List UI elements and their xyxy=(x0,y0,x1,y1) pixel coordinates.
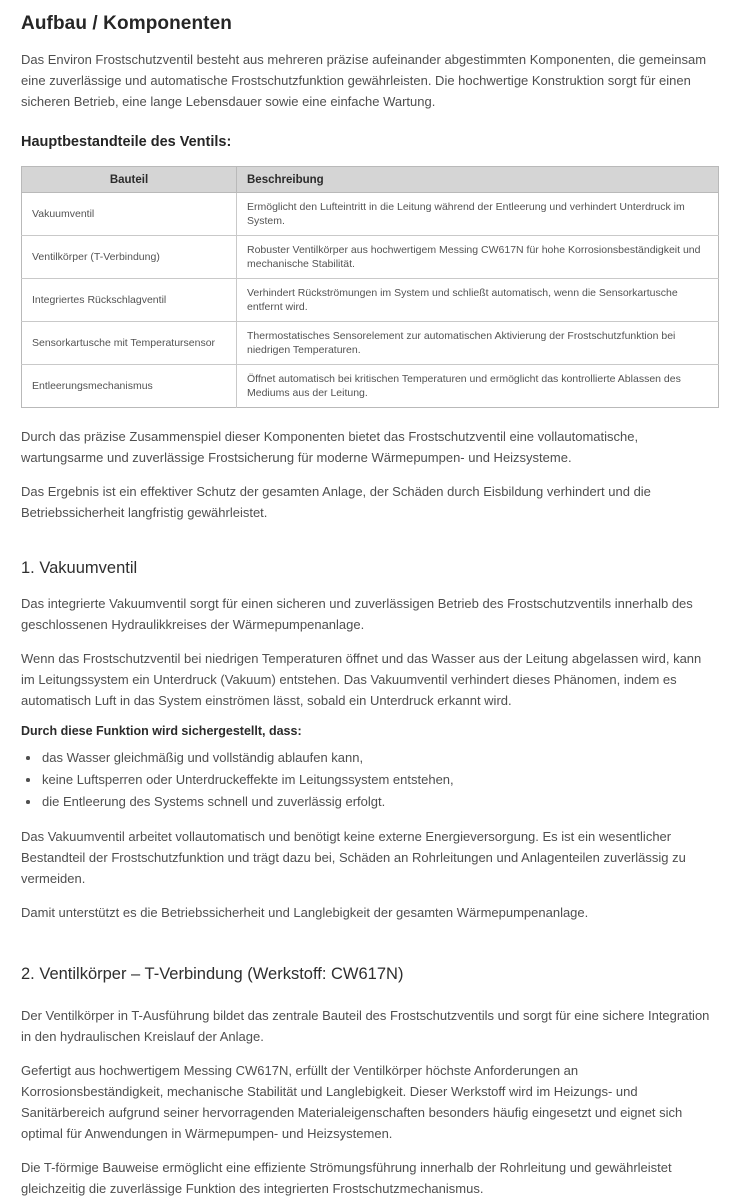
table-row xyxy=(22,322,719,365)
section1-paragraph-4: Damit unterstützt es die Betriebssicherheit und Langlebigkeit der gesamten Wärmepumpenanlage. xyxy=(21,905,589,920)
section-title-2: 2. Ventilkörper – T-Verbindung (Werkstoff: CW617N) xyxy=(21,965,404,983)
table-heading: Hauptbestandteile des Ventils: xyxy=(21,134,232,150)
feature-bullet-list xyxy=(21,748,718,812)
cell-description: Robuster Ventilkörper aus hochwertigem Messing CW617N für hohe Korrosionsbeständigkeit und mechanische Stabilität. xyxy=(237,236,719,279)
section1-paragraph-1: Das integrierte Vakuumventil sorgt für einen sicheren und zuverlässigen Betrieb des Frostschutzventils innerhalb des geschlossenen Hydraulikkreises der Wärmepumpenanlage. xyxy=(21,596,693,632)
section2-paragraph-3: Die T-förmige Bauweise ermöglicht eine effiziente Strömungsführung innerhalb der Rohrleitung und gewährleistet gleichzeitig die zuverlässige Funktion des integrierten Frostschutzmechanismus. xyxy=(21,1160,672,1196)
section-vakuumventil xyxy=(21,557,718,923)
cell-part: Entleerungsmechanismus xyxy=(22,365,237,408)
bullet-dot-icon xyxy=(26,800,30,804)
section-title-1: 1. Vakuumventil xyxy=(21,559,138,577)
table-header xyxy=(22,167,719,193)
table-body xyxy=(22,193,719,408)
bullet-dot-icon xyxy=(26,756,30,760)
cell-description: Öffnet automatisch bei kritischen Temperaturen und ermöglicht das kontrollierte Ablassen des Mediums aus der Leitung. xyxy=(237,365,719,408)
summary-paragraph-2: Das Ergebnis ist ein effektiver Schutz der gesamten Anlage, der Schäden durch Eisbildung verhindert und die Betriebssicherheit langfristig gewährleistet. xyxy=(21,484,651,520)
cell-part: Sensorkartusche mit Temperatursensor xyxy=(22,322,237,365)
bullet-intro: Durch diese Funktion wird sichergestellt, dass: xyxy=(21,724,302,738)
components-table xyxy=(21,166,719,408)
table-row xyxy=(22,193,719,236)
bullet-dot-icon xyxy=(26,778,30,782)
cell-part: Vakuumventil xyxy=(22,193,237,236)
summary-paragraph-1: Durch das präzise Zusammenspiel dieser Komponenten bietet das Frostschutzventil eine vollautomatische, wartungsarme und zuverlässige Frostsicherung für moderne Wärmepumpen- und Heizsysteme. xyxy=(21,429,639,465)
table-row xyxy=(22,365,719,408)
section2-paragraph-1: Der Ventilkörper in T-Ausführung bildet das zentrale Bauteil des Frostschutzventils und sorgt für eine sichere Integration in den hydraulischen Kreislauf der Anlage. xyxy=(21,1008,710,1044)
cell-description: Thermostatisches Sensorelement zur automatischen Aktivierung der Frostschutzfunktion bei niedrigen Temperaturen. xyxy=(237,322,719,365)
cell-description: Ermöglicht den Lufteintritt in die Leitung während der Entleerung und verhindert Unterdruck im System. xyxy=(247,201,685,227)
section2-paragraph-2: Gefertigt aus hochwertigem Messing CW617N, erfüllt der Ventilkörper höchste Anforderungen an Korrosionsbeständigkeit, mechanische Stabilität und Langlebigkeit. Dieser Werkstoff wird im Heizungs- und Sanitärbereich aufgrund seiner hervorragenden Materialeigenschaften besonders häufig eingesetzt und eignet sich optimal für Anwendungen in Wärmepumpen- und Heizsystemen. xyxy=(21,1063,683,1141)
column-header-bauteil: Bauteil xyxy=(22,167,237,193)
table-row xyxy=(22,279,719,322)
cell-description: Verhindert Rückströmungen im System und schließt automatisch, wenn die Sensorkartusche entfernt wird. xyxy=(237,279,719,322)
list-item xyxy=(21,748,718,768)
section1-paragraph-2: Wenn das Frostschutzventil bei niedrigen Temperaturen öffnet und das Wasser aus der Leitung abgelassen wird, kann im Leitungssystem ein Unterdruck (Vakuum) entstehen. Das Vakuumventil verhindert dieses Phänomen, indem es automatisch Luft in das System einströmen lässt, sobald ein Unterdruck erkannt wird. xyxy=(21,651,702,708)
page-title: Aufbau / Komponenten xyxy=(21,13,232,34)
list-item-label: das Wasser gleichmäßig und vollständig ablaufen kann, xyxy=(42,750,364,765)
list-item xyxy=(21,770,718,790)
table-row xyxy=(22,236,719,279)
list-item-label: keine Luftsperren oder Unterdruckeffekte im Leitungssystem entstehen, xyxy=(42,772,454,787)
section-ventilkoerper xyxy=(21,963,718,1199)
cell-part: Integriertes Rückschlagventil xyxy=(22,279,237,322)
section1-paragraph-3: Das Vakuumventil arbeitet vollautomatisch und benötigt keine externe Energieversorgung. Es ist ein wesentlicher Bestandteil der Frostschutzfunktion und trägt dazu bei, Schäden an Rohrleitungen und Anlagenteilen zuverlässig zu vermeiden. xyxy=(21,829,686,886)
table-header-row xyxy=(22,167,719,193)
list-item xyxy=(21,792,718,812)
intro-paragraph: Das Environ Frostschutzventil besteht aus mehreren präzise aufeinander abgestimmten Komponenten, die gemeinsam eine zuverlässige und automatische Frostschutzfunktion gewährleisten. Die hochwertige Konstruktion sorgt für einen sicheren Betrieb, eine lange Lebensdauer sowie eine einfache Wartung. xyxy=(21,52,707,109)
column-header-beschreibung: Beschreibung xyxy=(237,167,719,193)
list-item-label: die Entleerung des Systems schnell und zuverlässig erfolgt. xyxy=(42,794,386,809)
cell-part: Ventilkörper (T-Verbindung) xyxy=(22,236,237,279)
